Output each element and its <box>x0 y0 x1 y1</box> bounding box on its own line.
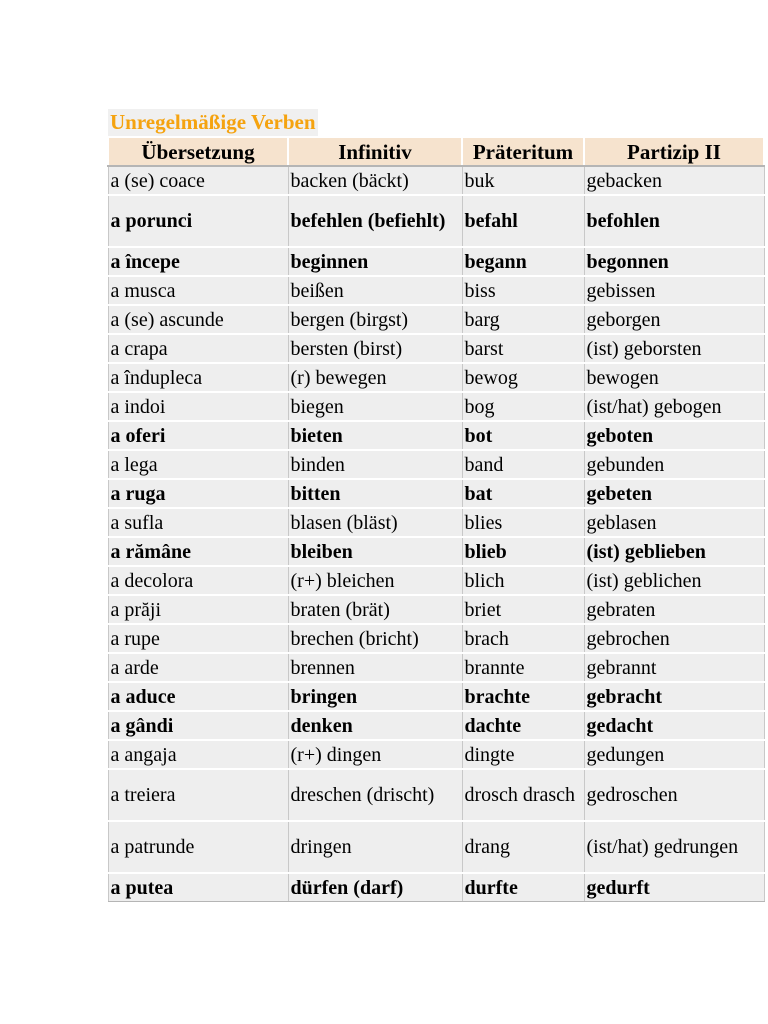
infinitive-cell: denken <box>288 711 462 740</box>
translation-cell: a patrunde <box>108 821 288 873</box>
table-row <box>108 537 764 566</box>
participle-cell: gebrochen <box>584 624 764 653</box>
participle-cell: (ist/hat) gebogen <box>584 392 764 421</box>
participle-cell: geblasen <box>584 508 764 537</box>
table-row <box>108 363 764 392</box>
preterite-cell: bot <box>462 421 584 450</box>
preterite-cell: briet <box>462 595 584 624</box>
table-row <box>108 166 764 195</box>
header-preterite: Präteritum <box>462 137 584 166</box>
infinitive-cell: blasen (bläst) <box>288 508 462 537</box>
translation-cell: a decolora <box>108 566 288 595</box>
preterite-cell: dingte <box>462 740 584 769</box>
translation-cell: a treiera <box>108 769 288 821</box>
table-row <box>108 624 764 653</box>
table-row <box>108 392 764 421</box>
translation-cell: a rămâne <box>108 537 288 566</box>
table-row <box>108 682 764 711</box>
participle-cell: gebacken <box>584 166 764 195</box>
translation-cell: a lega <box>108 450 288 479</box>
participle-cell: bewogen <box>584 363 764 392</box>
preterite-cell: durfte <box>462 873 584 902</box>
table-body <box>108 166 764 902</box>
translation-cell: a începe <box>108 247 288 276</box>
preterite-cell: brachte <box>462 682 584 711</box>
table-header-row <box>108 137 764 166</box>
preterite-cell: band <box>462 450 584 479</box>
table-row <box>108 479 764 508</box>
participle-cell: (ist) geblieben <box>584 537 764 566</box>
translation-cell: a aduce <box>108 682 288 711</box>
preterite-cell: buk <box>462 166 584 195</box>
infinitive-cell: bieten <box>288 421 462 450</box>
preterite-cell: brannte <box>462 653 584 682</box>
table-row <box>108 195 764 247</box>
translation-cell: a ruga <box>108 479 288 508</box>
header-participle: Partizip II <box>584 137 764 166</box>
translation-cell: a porunci <box>108 195 288 247</box>
infinitive-cell: dringen <box>288 821 462 873</box>
translation-cell: a indoi <box>108 392 288 421</box>
preterite-cell: drang <box>462 821 584 873</box>
participle-cell: begonnen <box>584 247 764 276</box>
preterite-cell: biss <box>462 276 584 305</box>
table-row <box>108 821 764 873</box>
table-row <box>108 508 764 537</box>
preterite-cell: drosch drasch <box>462 769 584 821</box>
table-row <box>108 653 764 682</box>
infinitive-cell: biegen <box>288 392 462 421</box>
participle-cell: gebraten <box>584 595 764 624</box>
preterite-cell: barg <box>462 305 584 334</box>
participle-cell: gebrannt <box>584 653 764 682</box>
irregular-verbs-table <box>107 136 765 902</box>
participle-cell: geboten <box>584 421 764 450</box>
header-translation: Übersetzung <box>108 137 288 166</box>
table-row <box>108 305 764 334</box>
infinitive-cell: bergen (birgst) <box>288 305 462 334</box>
translation-cell: a sufla <box>108 508 288 537</box>
table-row <box>108 711 764 740</box>
participle-cell: gebracht <box>584 682 764 711</box>
participle-cell: gedacht <box>584 711 764 740</box>
infinitive-cell: bitten <box>288 479 462 508</box>
preterite-cell: begann <box>462 247 584 276</box>
participle-cell: gebunden <box>584 450 764 479</box>
infinitive-cell: braten (brät) <box>288 595 462 624</box>
translation-cell: a musca <box>108 276 288 305</box>
preterite-cell: befahl <box>462 195 584 247</box>
preterite-cell: dachte <box>462 711 584 740</box>
participle-cell: (ist) geblichen <box>584 566 764 595</box>
participle-cell: gedurft <box>584 873 764 902</box>
infinitive-cell: beißen <box>288 276 462 305</box>
participle-cell: gebeten <box>584 479 764 508</box>
participle-cell: gedroschen <box>584 769 764 821</box>
table-row <box>108 450 764 479</box>
infinitive-cell: (r+) dingen <box>288 740 462 769</box>
translation-cell: a arde <box>108 653 288 682</box>
infinitive-cell: bleiben <box>288 537 462 566</box>
preterite-cell: brach <box>462 624 584 653</box>
preterite-cell: bat <box>462 479 584 508</box>
participle-cell: gedungen <box>584 740 764 769</box>
translation-cell: a gândi <box>108 711 288 740</box>
table-row <box>108 566 764 595</box>
preterite-cell: blies <box>462 508 584 537</box>
infinitive-cell: beginnen <box>288 247 462 276</box>
preterite-cell: bewog <box>462 363 584 392</box>
infinitive-cell: (r+) bleichen <box>288 566 462 595</box>
preterite-cell: barst <box>462 334 584 363</box>
header-infinitive: Infinitiv <box>288 137 462 166</box>
preterite-cell: blieb <box>462 537 584 566</box>
participle-cell: befohlen <box>584 195 764 247</box>
table-row <box>108 276 764 305</box>
infinitive-cell: bringen <box>288 682 462 711</box>
participle-cell: geborgen <box>584 305 764 334</box>
preterite-cell: blich <box>462 566 584 595</box>
participle-cell: gebissen <box>584 276 764 305</box>
translation-cell: a angaja <box>108 740 288 769</box>
participle-cell: (ist/hat) gedrungen <box>584 821 764 873</box>
translation-cell: a rupe <box>108 624 288 653</box>
infinitive-cell: binden <box>288 450 462 479</box>
table-row <box>108 595 764 624</box>
infinitive-cell: befehlen (befiehlt) <box>288 195 462 247</box>
table-row <box>108 334 764 363</box>
table-row <box>108 421 764 450</box>
translation-cell: a (se) coace <box>108 166 288 195</box>
table-row <box>108 769 764 821</box>
infinitive-cell: bersten (birst) <box>288 334 462 363</box>
infinitive-cell: brechen (bricht) <box>288 624 462 653</box>
participle-cell: (ist) geborsten <box>584 334 764 363</box>
preterite-cell: bog <box>462 392 584 421</box>
translation-cell: a prăji <box>108 595 288 624</box>
translation-cell: a (se) ascunde <box>108 305 288 334</box>
infinitive-cell: dürfen (darf) <box>288 873 462 902</box>
document-title: Unregelmäßige Verben <box>110 110 316 134</box>
table-row <box>108 247 764 276</box>
table-row <box>108 740 764 769</box>
infinitive-cell: dreschen (drischt) <box>288 769 462 821</box>
infinitive-cell: brennen <box>288 653 462 682</box>
infinitive-cell: backen (bäckt) <box>288 166 462 195</box>
translation-cell: a putea <box>108 873 288 902</box>
table-row <box>108 873 764 902</box>
translation-cell: a oferi <box>108 421 288 450</box>
infinitive-cell: (r) bewegen <box>288 363 462 392</box>
translation-cell: a îndupleca <box>108 363 288 392</box>
translation-cell: a crapa <box>108 334 288 363</box>
